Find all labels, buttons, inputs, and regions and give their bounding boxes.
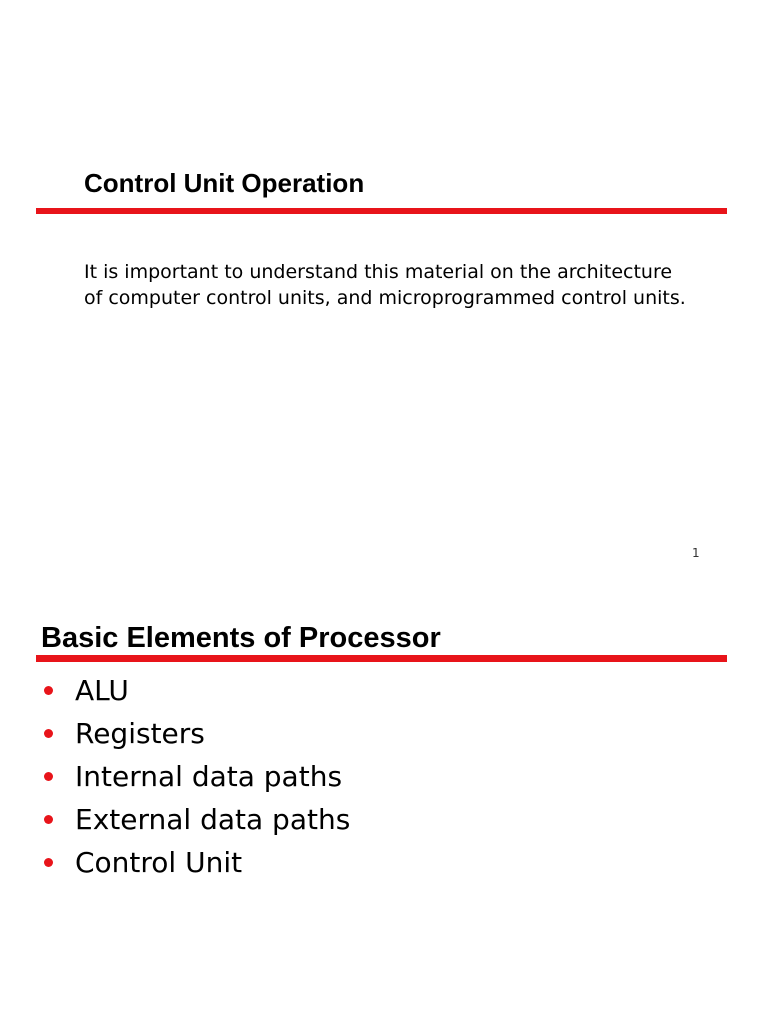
list-item-text: Control Unit	[75, 845, 243, 879]
slide-body-text: It is important to understand this material on the architecture of computer control units, and microprogrammed control units.	[84, 261, 686, 309]
bullet-dot-icon	[44, 729, 53, 738]
bullet-dot-icon	[44, 686, 53, 695]
title-underline	[36, 655, 727, 662]
bullet-dot-icon	[44, 815, 53, 824]
list-item	[44, 669, 350, 712]
list-item	[44, 841, 350, 884]
list-item	[44, 712, 350, 755]
slide-title: Control Unit Operation	[84, 168, 365, 198]
list-item-text: External data paths	[75, 802, 351, 836]
list-item-text: ALU	[75, 673, 129, 707]
bullet-dot-icon	[44, 858, 53, 867]
page-number: 1	[692, 546, 700, 560]
list-item-text: Internal data paths	[75, 759, 343, 793]
list-item	[44, 755, 350, 798]
bullet-list	[44, 669, 350, 884]
list-item-text: Registers	[75, 716, 205, 750]
bullet-dot-icon	[44, 772, 53, 781]
slide-title: Basic Elements of Processor	[41, 622, 441, 654]
title-underline	[36, 208, 727, 214]
slide-basic-elements	[0, 512, 768, 1024]
list-item	[44, 798, 350, 841]
